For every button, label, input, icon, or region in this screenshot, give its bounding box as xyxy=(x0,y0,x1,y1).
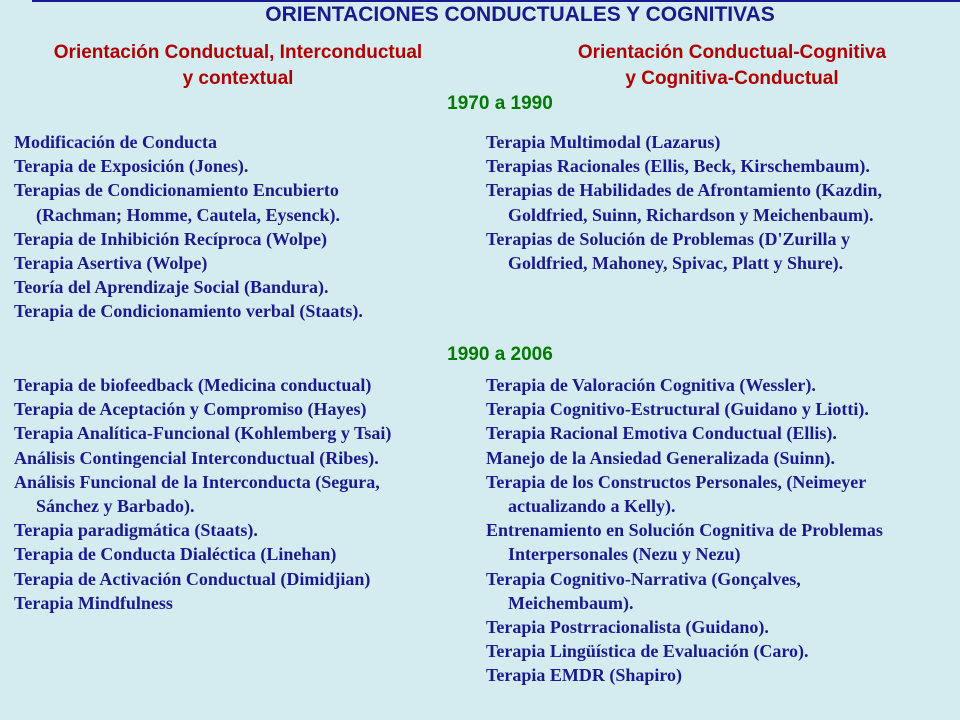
list-item: (Rachman; Homme, Cautela, Eysenck). xyxy=(36,204,340,225)
right-header-line: Orientación Conductual-Cognitiva xyxy=(577,42,887,63)
list-item: Terapia paradigmática (Staats). xyxy=(14,520,258,541)
list-item: Terapia de Exposición (Jones). xyxy=(14,156,249,177)
right-list-1990-2006 xyxy=(486,373,883,688)
list-item: Manejo de la Ansiedad Generalizada (Suinn). xyxy=(486,447,836,468)
left-header-line: Orientación Conductual, Interconductual xyxy=(53,42,423,63)
list-item: Terapia de biofeedback (Medicina conductual) xyxy=(14,375,372,395)
right-list-1970-1990 xyxy=(486,130,882,275)
list-item: actualizando a Kelly). xyxy=(508,496,676,517)
list-item: Terapia Racional Emotiva Conductual (Ellis). xyxy=(486,423,837,444)
list-item: Terapia de Inhibición Recíproca (Wolpe) xyxy=(14,228,328,249)
right-column-header xyxy=(496,40,960,92)
list-item: Terapia Analítica-Funcional (Kohlemberg y Tsai) xyxy=(14,423,392,444)
top-rule xyxy=(32,0,960,2)
list-item: Terapia de Aceptación y Compromiso (Hayes) xyxy=(14,399,367,420)
slide-title: ORIENTACIONES CONDUCTUALES Y COGNITIVAS xyxy=(265,3,775,26)
list-item: Terapia EMDR (Shapiro) xyxy=(486,665,683,686)
list-item: Meichembaum). xyxy=(508,592,634,613)
left-list-1970-1990 xyxy=(14,130,363,324)
period-heading-1970: 1970 a 1990 xyxy=(447,93,553,114)
list-item: Interpersonales (Nezu y Nezu) xyxy=(508,544,741,565)
right-header-line: y Cognitiva-Conductual xyxy=(625,68,839,89)
list-item: Terapia Postrracionalista (Guidano). xyxy=(486,617,769,638)
left-header-line: y contextual xyxy=(182,68,294,89)
list-item: Terapia de Valoración Cognitiva (Wessler). xyxy=(486,375,816,395)
list-item: Terapias Racionales (Ellis, Beck, Kirschembaum). xyxy=(486,156,870,177)
left-list-1990-2006 xyxy=(14,373,391,615)
list-item: Teoría del Aprendizaje Social (Bandura). xyxy=(14,277,329,298)
list-item: Goldfried, Suinn, Richardson y Meichenbaum). xyxy=(508,204,874,225)
list-item: Terapia Lingüística de Evaluación (Caro). xyxy=(486,641,809,662)
list-item: Análisis Contingencial Interconductual (Ribes). xyxy=(14,447,379,468)
list-item: Terapias de Habilidades de Afrontamiento (Kazdin, xyxy=(486,180,883,201)
list-item: Terapia Multimodal (Lazarus) xyxy=(486,132,721,152)
list-item: Terapia de los Constructos Personales, (Neimeyer xyxy=(486,471,867,492)
list-item: Terapias de Condicionamiento Encubierto xyxy=(14,180,339,201)
list-item: Terapia de Activación Conductual (Dimidjian) xyxy=(14,568,371,589)
list-item: Terapia Cognitivo-Estructural (Guidano y Liotti). xyxy=(486,399,869,420)
list-item: Terapia de Conducta Dialéctica (Linehan) xyxy=(14,544,337,565)
left-column-header xyxy=(0,40,476,92)
list-item: Terapias de Solución de Problemas (D'Zurilla y xyxy=(486,228,851,249)
list-item: Sánchez y Barbado). xyxy=(36,496,195,517)
list-item: Modificación de Conducta xyxy=(14,132,218,152)
list-item: Goldfried, Mahoney, Spivac, Platt y Shure). xyxy=(508,253,844,274)
list-item: Entrenamiento en Solución Cognitiva de Problemas xyxy=(486,520,883,541)
list-item: Análisis Funcional de la Interconducta (Segura, xyxy=(14,471,380,492)
list-item: Terapia Asertiva (Wolpe) xyxy=(14,253,208,274)
period-heading-1990: 1990 a 2006 xyxy=(447,344,553,365)
list-item: Terapia Cognitivo-Narrativa (Gonçalves, xyxy=(486,568,801,589)
list-item: Terapia Mindfulness xyxy=(14,592,173,613)
list-item: Terapia de Condicionamiento verbal (Staats). xyxy=(14,301,363,322)
